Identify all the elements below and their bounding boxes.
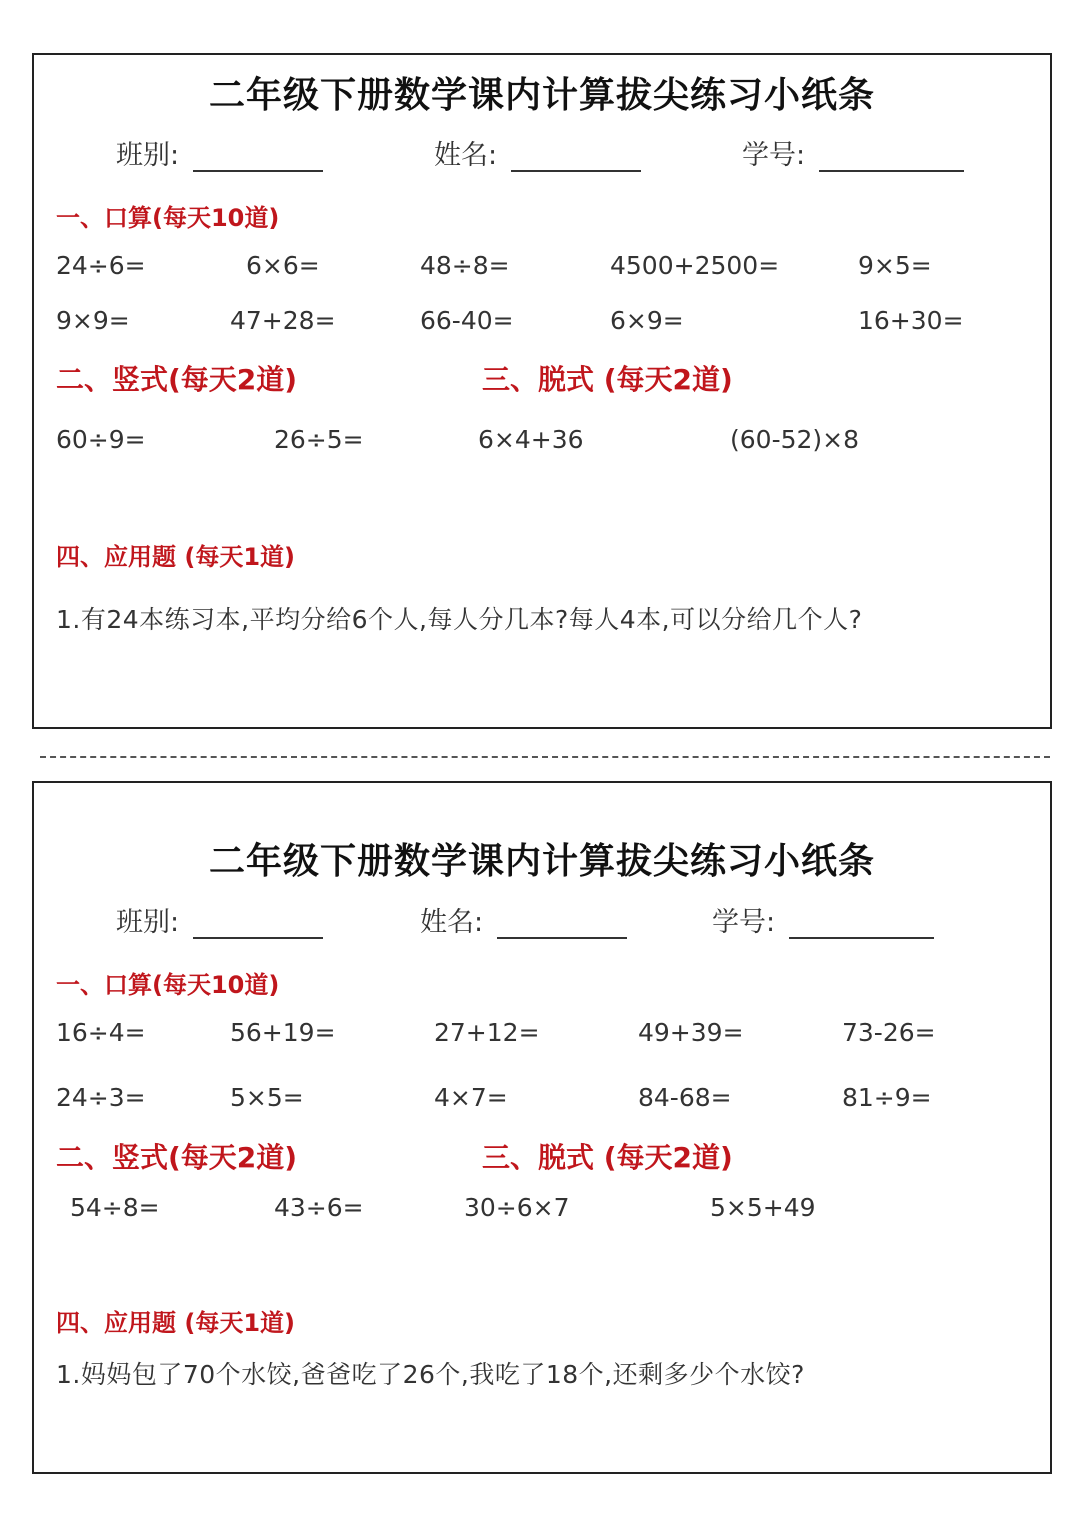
oral-problem: 9×5=	[858, 251, 932, 280]
oral-problem: 47+28=	[230, 306, 336, 335]
section-word-problem-heading: 四、应用题 (每天1道)	[56, 543, 295, 571]
section-vertical-heading: 二、竖式(每天2道)	[56, 363, 298, 396]
oral-problem: 66-40=	[420, 306, 514, 335]
oral-problem: 6×9=	[610, 306, 684, 335]
oral-problem: 84-68=	[638, 1083, 732, 1112]
student-id-field	[712, 900, 934, 939]
oral-problem: 48÷8=	[420, 251, 510, 280]
practice-slip-2	[32, 781, 1052, 1474]
stepwise-problem: 5×5+49	[710, 1193, 816, 1222]
section-stepwise-heading: 三、脱式 (每天2道)	[482, 363, 733, 396]
vertical-problem: 60÷9=	[56, 425, 146, 454]
name-field	[434, 133, 641, 172]
word-problem: 1.有24本练习本,平均分给6个人,每人分几本?每人4本,可以分给几个人?	[56, 605, 863, 634]
oral-problem: 16÷4=	[56, 1018, 146, 1047]
section-stepwise-heading: 三、脱式 (每天2道)	[482, 1141, 733, 1174]
section-word-problem-heading: 四、应用题 (每天1道)	[56, 1309, 295, 1337]
oral-problem: 4×7=	[434, 1083, 508, 1112]
practice-slip-1	[32, 53, 1052, 729]
section-oral-heading: 一、口算(每天10道)	[56, 204, 280, 232]
vertical-problem: 43÷6=	[274, 1193, 364, 1222]
student-id-blank[interactable]	[819, 142, 964, 172]
oral-problem: 56+19=	[230, 1018, 336, 1047]
student-id-blank[interactable]	[789, 909, 934, 939]
oral-problem: 24÷6=	[56, 251, 146, 280]
class-label: 班别:	[116, 140, 180, 171]
stepwise-problem: (60-52)×8	[730, 425, 860, 454]
oral-problem: 9×9=	[56, 306, 130, 335]
section-vertical-heading: 二、竖式(每天2道)	[56, 1141, 298, 1174]
oral-problem: 27+12=	[434, 1018, 540, 1047]
stepwise-problem: 30÷6×7	[464, 1193, 570, 1222]
name-label: 姓名:	[434, 140, 498, 171]
cut-line	[40, 756, 1050, 758]
name-blank[interactable]	[497, 909, 627, 939]
slip-title: 二年级下册数学课内计算拔尖练习小纸条	[208, 841, 875, 882]
class-blank[interactable]	[193, 909, 323, 939]
word-problem: 1.妈妈包了70个水饺,爸爸吃了26个,我吃了18个,还剩多少个水饺?	[56, 1360, 805, 1389]
vertical-problem: 54÷8=	[70, 1193, 160, 1222]
name-field	[420, 900, 627, 939]
name-label: 姓名:	[420, 907, 484, 938]
student-id-field	[742, 133, 964, 172]
vertical-problem: 26÷5=	[274, 425, 364, 454]
name-blank[interactable]	[511, 142, 641, 172]
student-id-label: 学号:	[742, 140, 806, 171]
slip-title: 二年级下册数学课内计算拔尖练习小纸条	[208, 75, 875, 116]
class-blank[interactable]	[193, 142, 323, 172]
stepwise-problem: 6×4+36	[478, 425, 584, 454]
oral-problem: 81÷9=	[842, 1083, 932, 1112]
oral-problem: 6×6=	[246, 251, 320, 280]
section-oral-heading: 一、口算(每天10道)	[56, 971, 280, 999]
oral-problem: 49+39=	[638, 1018, 744, 1047]
class-label: 班别:	[116, 907, 180, 938]
oral-problem: 5×5=	[230, 1083, 304, 1112]
class-field	[116, 900, 323, 939]
class-field	[116, 133, 323, 172]
oral-problem: 73-26=	[842, 1018, 936, 1047]
oral-problem: 4500+2500=	[610, 251, 780, 280]
student-id-label: 学号:	[712, 907, 776, 938]
oral-problem: 16+30=	[858, 306, 964, 335]
oral-problem: 24÷3=	[56, 1083, 146, 1112]
